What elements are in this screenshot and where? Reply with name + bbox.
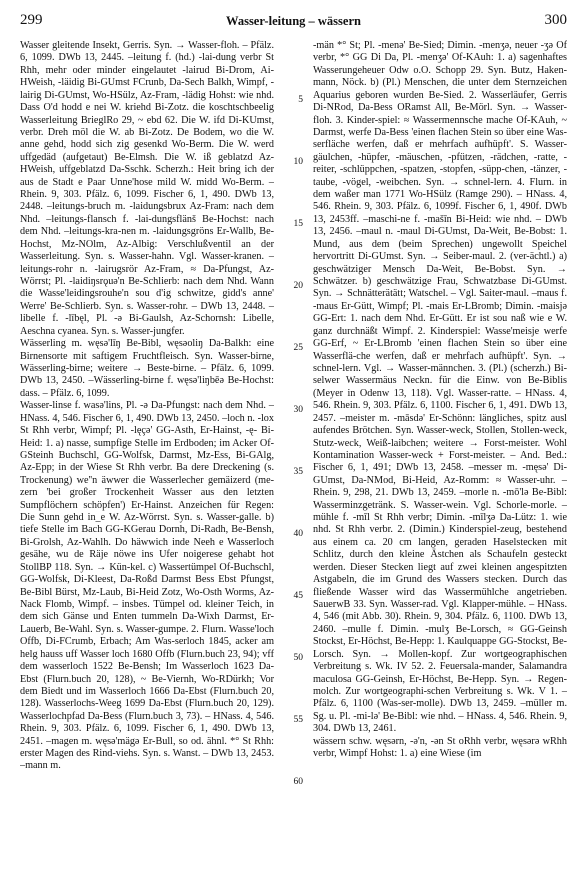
left-column (20, 40, 274, 872)
line-number: 15 (293, 219, 303, 229)
page-header (20, 12, 567, 32)
line-number: 35 (293, 467, 303, 477)
line-number: 45 (293, 591, 303, 601)
entry-wasser-mann-continued: -män *° St; Pl. -menə' Be-Sied; Dimin. -menʒə, neuer -ʒə Of verbr, *° GG Di Da, Pl. -menʒə' Of-KAuh: 1. a) sagenhaftes Wasserungeheuer Odw o.O. Schopp 29. Syn. Butz, Haken-mann, Nöck. b) (Pl.) Menschen, die unter dem Sternzeichen Aquarius geboren wurden Be-Sied. 2. Wasserläufer, Gerris Di-NRod, Da-Bess ORamst All, Be-Mörl. Syn. → Wasser-floh. 3. Kinder-spiel: ≈ Wassermennsche mache Of-KAuh, ~ Darmst, werfe Da-Bess 'einen flachen Stein so über eine Was-serfläche werfen, daß er mehrfach aufhüpft'. S. Wasser-gäulchen, -hüpfer, -mäuschen, -pfützen, -rädchen, -ratte, -reiter, -schlüppchen, -spatzen, -stopfen, -süpp-chen, -tänzer, -taube, -vögel, -weibchen. Syn. → schnel-lern. 4. Flurn. in dem waßer man 1771 Wo-HSülz (Ramge 290). – HNass. 4, 546. Rhein. 9, 303. Pfälz. 6, 1099f. Fischer 6, 1, 490f. DWb 13, 2453ff. –maschi-ne f. -mašīn Bi-Heid: wie nhd. – DWb 13, 2456. –maul n. -maul Di-GUmst, Da-Weit, Be-Bobst: 1. Mund, aus dem (beim Sprechen) ungewollt Speichel hervortritt Di-GUmst. Syn. → Seiber-maul. 2. (ver-ächtl.) a) geschwätziger Mensch Da-Weit, Be-Bobst. Syn. → Schwätzer. b) geschwätzige Frau, Schwatzbase Di-GUmst. Syn. → Schnätterätätt; Watschel. – Vgl. Saiter-maul. –maus f. -maus Er-Gütt, Wimpf; Pl. -mais Er-LBromb; Dimin. -maisjə GG-Ert: 1. nach dem Nhd. Er-Gütt. Er ist sou naß wie e W. ganz durchnäßt Wimpf. 2. Kinderspiel: Wasse'meisje werfe GG-Erf, ~ Er-LBromb 'einen flachen Stein so über eine Wasserflä-che werfen, daß er mehrfach aufhüpft'. Syn. → schnel-lern. Vgl. → Wasser-männchen. 3. (Pl.) (scherzh.) Bi-selwer Wassermäus Neckn. für die Einw. von Be-Biblis (Meyer in Odenw 13, 118). Vgl. Wasser-ratte. – HNass. 4, 546. Rhein. 9, 303. Pfälz. 6, 1100. Fischer 6, 1, 491. DWb 13, 2457. –meister m. -māsdə' Er-Schönn: längliches, spitz ausl aufendes Brötchen. Syn. Wasser-weck, Stollen, Stollen-weck, Stutz-weck, Weiß-laibchen; weitere → Forst-meister. Wohl Kontamination Wasser-weck + Forst-meister. – And. Bed.: Fischer 6, 1, 491; DWb 13, 2458. –messer m. -męsə' Di-GUmst, Da-NMod, Bi-Heid, Az-Romm: ≈ Wasser-uhr. – Rhein. 9, 298, 21. DWb 13, 2459. –morle n. -mō'lə Be-Bibl: Wasserminzgetränk. S. Wasser-wein. Vgl. Schorle-morle. –mühle f. -mīl St Rhh verbr; Dimin. -mīlʒə Da-Lütz: 1. wie nhd. St Rhh verbr. 2. (Dimin.) Kinderspiel-zeug, bestehend aus einem ca. 20 cm langen, geraden Haselstecken mit Schlitz, durch den kleine Ästchen als Schaufeln gesteckt werden. Dieser Stecken liegt auf zwei kleinen angespitzten Astgabeln, die im Grund des Wassers stecken. Durch das fließende Wasser wird das Wassermühlche angetrieben. SauerwB 33. Syn. Wasser-rad. Vgl. Klapper-mühle. – HNass. 4, 546 (mit Abb. 30). Rhein. 9, 304. Pfälz. 6, 1100. DWb 13, 2460. –mulle f. Dimin. -mulʒ Be-Lorsch, ≈ GG-Geinsh Stockst, Er-Höchst, Be-Hepp: 1. Kaulquappe GG-Stockst, Be-Lorsch. Syn. → Mollen-kopf. Zur wortgeographischen Verbreitung s. Wk. IV 52. 2. Feuersala-mander, Salamandra maculosa GG-Geinsh, Er-Höchst, Be-Hepp. Syn. → Regen-molch. Zur wortgeographi-schen Verbreitung s. Wk. V 1. – Pfälz. 6, 1100 (Was-ser-molle). DWb 13, 2459. –müller m. Sg. u. Pl. -mi-lə' Be-Bibl: wie nhd. – HNass. 4, 546. Rhein. 9, 304. DWb 13, 2461. (313, 40, 567, 735)
right-column (313, 40, 567, 872)
line-number: 10 (293, 157, 303, 167)
line-number: 30 (293, 405, 303, 415)
line-number: 60 (293, 777, 303, 787)
page-number-right: 300 (544, 12, 567, 28)
running-title: Wasser-leitung – wässern (226, 14, 361, 28)
line-number: 20 (293, 281, 303, 291)
entry-waesserling: Wässerling m. węsə'līŋ Be-Bibl, węsǝoliŋ Da-Balkh: eine Birnensorte mit saftigem Fruchtfleisch. Syn. Wasser-birne, Wässerling-birne; weitere → Beste-birne. – Pfälz. 6, 1099. DWb 13, 2450. –Wässerling-birne f. węsə'liŋbēə Be-Hochst: dass. – Pfälz. 6, 1099. (20, 338, 274, 399)
line-number: 50 (293, 653, 303, 663)
line-number: 5 (298, 95, 303, 105)
line-number: 40 (293, 529, 303, 539)
page-number-left: 299 (20, 12, 43, 28)
entry-waessern: wässern schw. węsərn, -ə'n, -ən St oRhh verbr, węsərə wRhh verbr, Wimpf Hohst: 1. a) eine Wiese (im (313, 735, 567, 760)
entry-wasser-linse: Wasser-linse f. wasə'lins, Pl. -ə Da-Pfungst: nach dem Nhd. – HNass. 4, 546. Fischer 6, 1, 490. DWb 13, 2450. –loch n. -lox St Rhh verbr, Wimpf; Pl. -lęçə' GG-Asth, Er-Hainst, -ę- Bi-Heid: 1. a) nasse, sumpfige Stelle im Erdboden; im Acker Of-GSteinh Buchschl, GG-Wolfsk, Darmst, Mz-Ess, Bi-GAlg, Az-Epp; in der Wiese St Rhh verbr. Ba dere Dreckening (s. Trockenung) we''n äwwer die Wasserlecher gemäizerd (me-zern 'bei großer Trockenheit Wasser aus den letzten Sumpflöchern schöpfen') Er-Hainst. Anzeichen für Regen: Die Sunn gehd in_e W. Az-Wörrst. Syn. s. Wasser-galle. b) tiefe Stelle im Bach GG-KGerau Dornh, Di-Radh, Be-Bensh, Bi-Grolsh, Az-Wahlh. Do häwwich inde Neeh e Wasserloch gesähe, wu de Räje nöwe ins Ufer noigerese gehabt hot StollBP 118. Syn. → Kün-kel. c) Wassertümpel Of-Buchschl, GG-Wolfsk, Di-Kleest, Da-Roßd Darmst Bess Ebst Pfungst, Be-Bibl Bürst, Mz-Laub, Bi-Heid Zotz, Wo-Osth Worms, Az-Nack Flomb, Wimpf. – insbes. Tümpel od. kleiner Teich, in dem sich Gänse und Enten tummeln Da-Wixh Darmst, Er-Lauerb, Be-Wahl. Syn. s. Wasser-gumpe. 2. Flurn. Wasse'loch Offb, Di-FCrumb, Erbach; Am Was-serloch 1845, acker am helg hauss uff Wasser loch 1680 Offb (Flurn.buch 23, 94); vff dem wasserloch 1522 Be-Bensh; Im Wasserloch 1623 Da-Ebst (Flurn.buch 20, 128), ~ Be-Viernh, Wo-RDürkh; Vor dem Biedt und im Wasserloch 1666 Da-Ebst (Flurn.buch 20, 128). Wasserlochs-Weeg 1699 Da-Ebst (Flurn.buch 20, 129). Wasserlochpfad Da-Bess (Flurn.buch 3, 73). – HNass. 4, 546. Rhein. 9, 303. Pfälz. 6, 1099. Fischer 6, 1, 490. DWb 13, 2451. –magen m. węsə'mägə Er-Bull, so od. ähnl. *° St Rhh: erster Magen des Rind-viehs. Syn. s. Wanst. – DWb 13, 2453. –mann m. (20, 400, 274, 772)
line-number: 55 (293, 715, 303, 725)
line-number: 25 (293, 343, 303, 353)
entry-wasser-leitung: Wasser gleitende Insekt, Gerris. Syn. → Wasser-floh. – Pfälz. 6, 1099. DWb 13, 2445. –leitung f. (hd.) -lai-dung verbr St Rhh, mehr oder minder eingelautet -lairud Bi-Drom, Ai-HWeish, -läidig Bi-GUmst FCrunb, Da-Sech Balkh, Wimpf, -lairig Di-GUmst, Wo-HSülz, Az-Fram, -lädig Hohst: wie nhd. Dass O'd hodd e nei W. kriehd Bi-Zotz. die koschtschbeelig Wasserleitung BrieglRo 29, ~ ebd 62. Die W. ifd Di-KUmst, verbr. Dreh möl die W. ab Bi-Zotz. De Bodem, wo die W. anne gehd, hodd sich zig gesenkd Wo-Berm. Die W. werd uffgedäd (aufgetaut) Be-Elmsh. Die W. iß geblatzd Az-HWeish, uffgeblatzd Da-Sschk. Scherzh.: Heit bring ich der aus de Stadt e Paar Unne'hose mild W. midd Wo-Berm. – Rhein. 9, 303. Pfälz. 6, 1099. Fischer 6, 1, 490. DWb 13, 2448. –leitungs-bruch m. -laidungsbrux Az-Fram: nach dem Nhd. –leitungs-flansch f. -lai-dungsflänš Be-Hochst: nach dem Nhd. –leitungs-kra-nen m. -laidungsgröns Er-Wallb, Be-Hochst, Mz-NOlm, Az-Albig: Verschlußventil an der Wasserleitung. Syn. s. Wasser-hahn. Vgl. Wasser-kranen. –leitungs-rohr n. -lairugsrör Az-Fram, ≈ Da-Pfungst, Az-Wörrst; Pl. -laidiŋsrǫuə'n Be-Schlierb: nach dem Nhd. Wann die Wasse'leidingsrouhe'n sou d'ig schwitze, gidd's anne' Werre' Be-Schlierb. Syn. s. Wasser-rohr. – DWb 13, 2448. –libelle f. -lībęl, Pl. -ə Bi-Gaulsh, Az-Schornsh: Libelle, Aeschna cyanea. Syn. s. Wasser-jungfer. (20, 40, 274, 337)
line-number-gutter (277, 40, 309, 872)
